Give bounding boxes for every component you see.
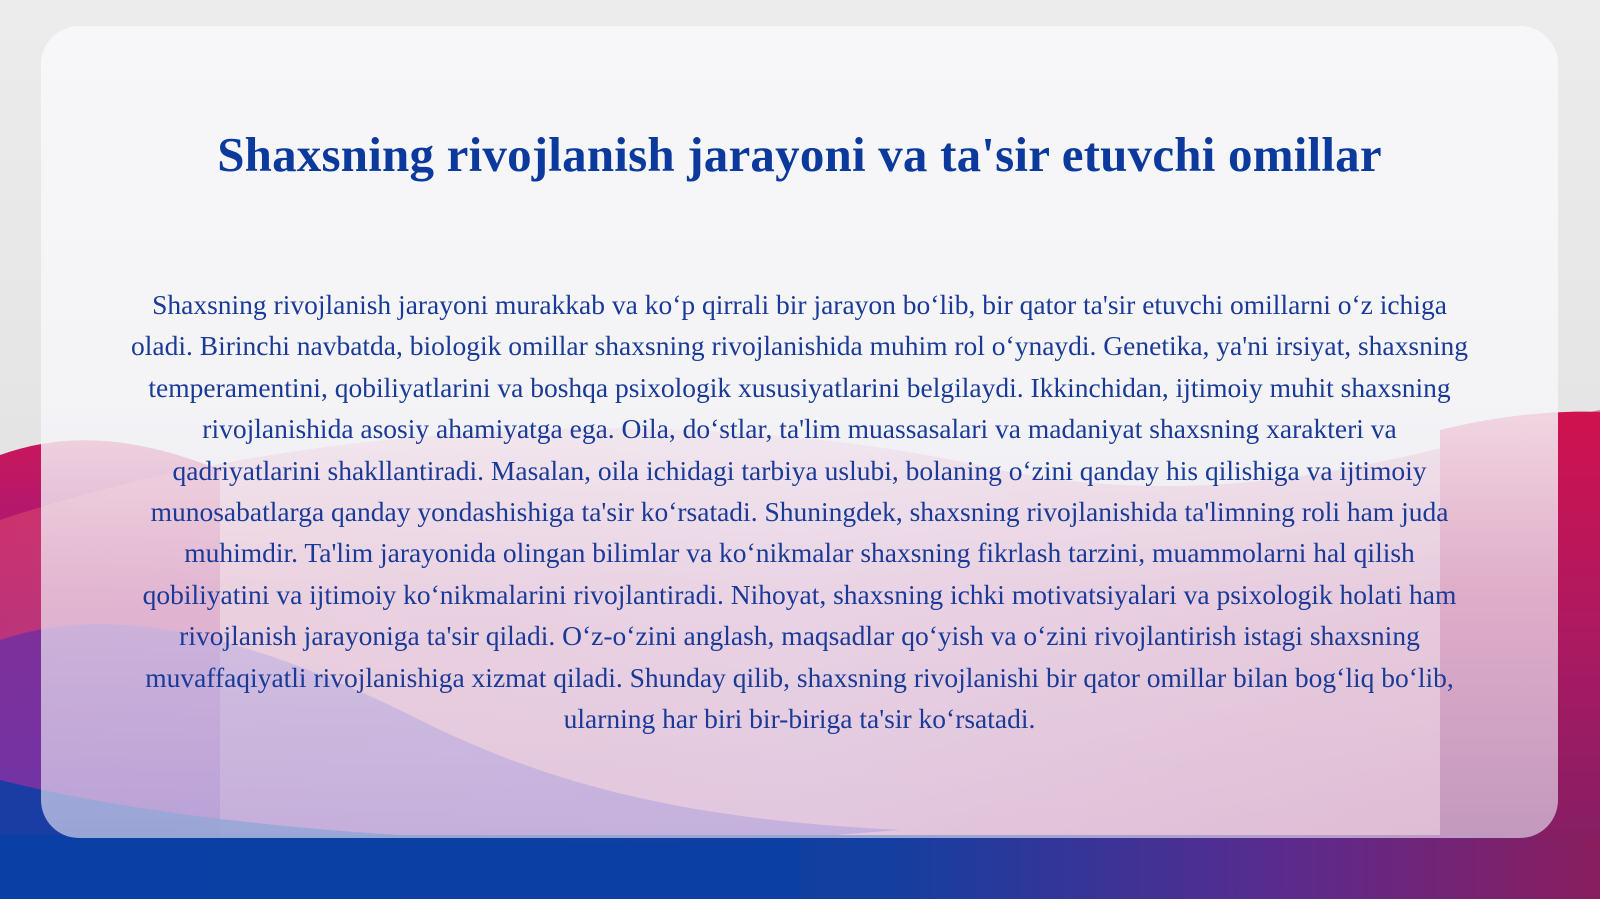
slide-title: Shaxsning rivojlanish jarayoni va ta'sir etuvchi omillar <box>217 127 1382 182</box>
content-card <box>41 26 1558 838</box>
slide-body-paragraph: Shaxsning rivojlanish jarayoni murakkab va ko‘p qirrali bir jarayon bo‘lib, bir qator ta'sir etuvchi omillarni o‘z ichiga oladi. Birinchi navbatda, biologik omillar shaxsning rivojlanishida muhim rol o‘ynaydi. Genetika, ya'ni irsiyat, shaxsning temperamentini, qobiliyatlarini va boshqa psixologik xususiyatlarini belgilaydi. Ikkinchidan, ijtimoiy muhit shaxsning rivojlanishida asosiy ahamiyatga ega. Oila, do‘stlar, ta'lim muassasalari va madaniyat shaxsning xarakteri va qadriyatlarini shakllantiradi. Masalan, oila ichidagi tarbiya uslubi, bolaning o‘zini qanday his qilishiga va ijtimoiy munosabatlarga qanday yondashishiga ta'sir ko‘rsatadi. Shuningdek, shaxsning rivojlanishida ta'limning roli ham juda muhimdir. Ta'lim jarayonida olingan bilimlar va ko‘nikmalar shaxsning fikrlash tarzini, muammolarni hal qilish qobiliyatini va ijtimoiy ko‘nikmalarini rivojlantiradi. Nihoyat, shaxsning ichki motivatsiyalari va psixologik holati ham rivojlanish jarayoniga ta'sir qiladi. O‘z-o‘zini anglash, maqsadlar qo‘yish va o‘zini rivojlantirish istagi shaxsning muvaffaqiyatli rivojlanishiga xizmat qiladi. Shunday qilib, shaxsning rivojlanishi bir qator omillar bilan bog‘liq bo‘lib, ularning har biri bir-biriga ta'sir ko‘rsatadi. <box>131 289 1468 735</box>
